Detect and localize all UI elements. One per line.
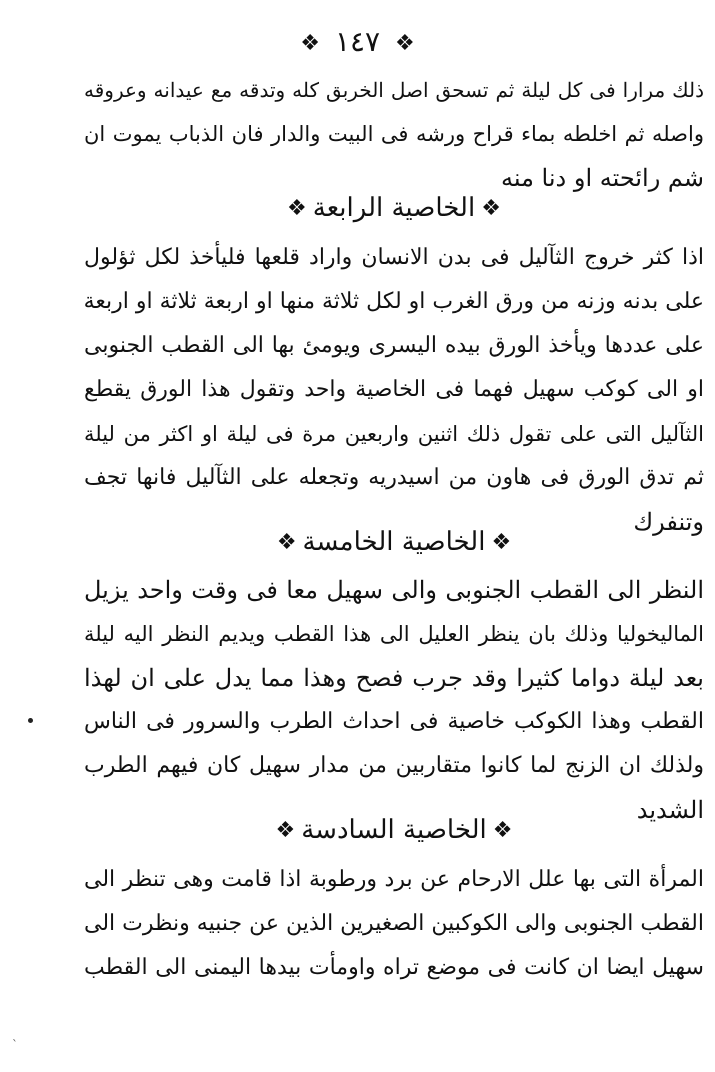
ornament-right-icon: ❖ bbox=[394, 30, 415, 56]
text-line: سهيل ايضا ان كانت فى موضع تراه واومأت بيدها اليمنى الى القطب bbox=[84, 955, 704, 980]
paragraph-1 bbox=[84, 68, 704, 200]
ornament-icon: ❖ bbox=[481, 196, 501, 221]
page-header bbox=[0, 22, 715, 64]
text-line: بعد ليلة دواما كثيرا وقد جرب فصح وهذا مما يدل على ان لهذا bbox=[84, 664, 704, 692]
ornament-icon: ❖ bbox=[287, 196, 307, 221]
text-line: المرأة التى بها علل الارحام عن برد ورطوبة اذا قامت وهى تنظر الى bbox=[84, 867, 704, 892]
text-line: ولذلك ان الزنج لما كانوا متقاربين من مدار سهيل كان فيهم الطرب bbox=[84, 753, 704, 778]
text-line: الثآليل التى على تقول ذلك اثنين واربعين مرة فى ليلة او اكثر من ليلة bbox=[84, 422, 704, 446]
section-heading-6 bbox=[84, 810, 704, 851]
paragraph-3 bbox=[84, 568, 704, 832]
section-title: الخاصية الرابعة bbox=[312, 193, 476, 223]
stray-dot bbox=[28, 718, 33, 723]
text-line: ذلك مرارا فى كل ليلة ثم تسحق اصل الخربق كله وتدقه مع عيدانه وعروقه bbox=[84, 78, 704, 102]
text-line: واصله ثم اخلطه بماء قراح ورشه فى البيت والدار فان الذباب يموت ان bbox=[84, 122, 704, 146]
text-line: او الى كوكب سهيل فهما فى الخاصية واحد وتقول هذا الورق يقطع bbox=[84, 377, 704, 402]
section-heading-4 bbox=[84, 188, 704, 229]
section-title: الخاصية الخامسة bbox=[302, 527, 486, 557]
text-line: على عددها ويأخذ الورق بيده اليسرى ويومئ بها الى القطب الجنوبى bbox=[84, 333, 704, 358]
section-title: الخاصية السادسة bbox=[301, 815, 487, 845]
corner-mark: ` bbox=[12, 1038, 18, 1052]
text-line: شم رائحته او دنا منه bbox=[500, 164, 704, 192]
text-line: الشديد bbox=[636, 796, 704, 824]
text-line: وتنفرك bbox=[633, 508, 704, 536]
page-number: ١٤٧ bbox=[334, 25, 381, 58]
text-line: القطب الجنوبى والى الكوكبين الصغيرين الذين عن جنبيه ونظرت الى bbox=[84, 911, 704, 936]
ornament-icon: ❖ bbox=[492, 818, 513, 843]
text-line: القطب وهذا الكوكب خاصية فى احداث الطرب والسرور فى الناس bbox=[84, 709, 704, 734]
paragraph-4 bbox=[84, 858, 704, 990]
text-line: ثم تدق الورق فى هاون من اسيدريه وتجعله على الثآليل فانها تجف bbox=[84, 465, 704, 490]
ornament-left-icon: ❖ bbox=[300, 30, 321, 56]
ornament-icon: ❖ bbox=[275, 818, 296, 843]
text-line: النظر الى القطب الجنوبى والى سهيل معا فى وقت واحد يزيل bbox=[84, 576, 704, 604]
ornament-icon: ❖ bbox=[491, 530, 512, 555]
text-line: الماليخوليا وذلك بان ينظر العليل الى هذا القطب ويديم النظر اليه ليلة bbox=[84, 622, 704, 646]
paragraph-2 bbox=[84, 236, 704, 544]
text-line: اذا كثر خروج الثآليل فى بدن الانسان واراد قلعها فليأخذ لكل ثؤلول bbox=[84, 245, 704, 270]
text-line: على بدنه وزنه من ورق الغرب او لكل ثلاثة منها او اربعة ثلاثة او اربعة bbox=[84, 289, 704, 314]
section-heading-5 bbox=[84, 522, 704, 563]
ornament-icon: ❖ bbox=[276, 530, 297, 555]
